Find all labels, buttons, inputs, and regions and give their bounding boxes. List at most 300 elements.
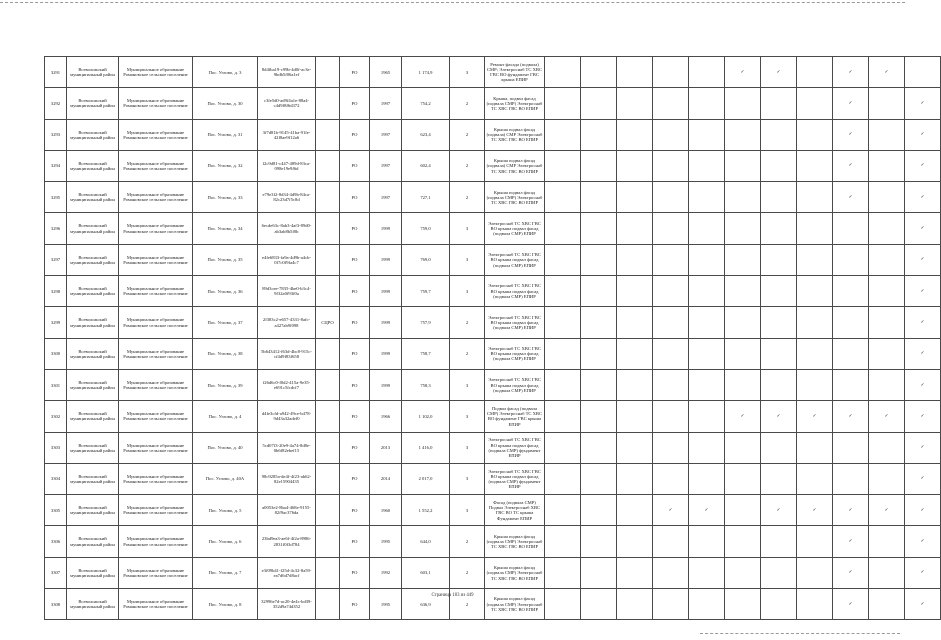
work-check-cell	[617, 88, 653, 119]
settlement-cell: Муниципальное образование Романовское сельское поселение	[119, 526, 193, 557]
works-cell: Электроснаб ТС ХВС ГВС ВО крыша подвал фасад (подвала СМР) ЕПИР	[485, 307, 545, 338]
district-cell: Всеволожский муниципальный район	[67, 495, 119, 526]
work-check-cell	[653, 526, 689, 557]
work-check-cell	[905, 244, 941, 275]
work-check-cell	[833, 88, 869, 119]
work-check-cell	[797, 338, 833, 369]
found-cell: РО	[340, 495, 370, 526]
work-check-cell	[653, 213, 689, 244]
work-check-cell	[725, 401, 761, 432]
check-mark-icon: ✓	[848, 100, 853, 106]
work-check-cell	[905, 150, 941, 181]
register-rows	[45, 57, 941, 620]
row-number: 3295	[45, 182, 67, 213]
work-check-cell	[653, 119, 689, 150]
area-cell: 1 174,9	[402, 57, 450, 88]
address-cell: Пос. Углово, д. 36	[193, 276, 258, 307]
settlement-cell: Муниципальное образование Романовское сельское поселение	[119, 276, 193, 307]
district-cell: Всеволожский муниципальный район	[67, 338, 119, 369]
work-check-cell	[545, 307, 581, 338]
work-check-cell	[545, 401, 581, 432]
area-cell: 727,1	[402, 182, 450, 213]
work-check-cell	[905, 119, 941, 150]
address-cell: Пос. Углово, д. 34	[193, 213, 258, 244]
work-check-cell	[581, 276, 617, 307]
work-check-cell	[833, 526, 869, 557]
year-cell: 1966	[370, 401, 402, 432]
area-cell: 758,7	[402, 338, 450, 369]
form-cell	[316, 57, 340, 88]
district-cell: Всеволожский муниципальный район	[67, 463, 119, 494]
work-check-cell	[905, 557, 941, 588]
work-check-cell	[797, 463, 833, 494]
table-row	[45, 182, 941, 213]
floors-cell: 3	[450, 369, 485, 400]
works-cell: Электроснаб ТС ХВС ГВС ВО крыша подвал фасад (подвала СМР) ЕПИР	[485, 369, 545, 400]
work-check-cell	[545, 557, 581, 588]
works-cell: Крыша подвал фасад (подвала СМР) Электроснаб ТС ХВС ГВС ВО ЕПИР	[485, 182, 545, 213]
settlement-cell: Муниципальное образование Романовское сельское поселение	[119, 369, 193, 400]
check-mark-icon: ✓	[920, 288, 925, 294]
house-code-cell: 32996e7d-ac20-4e4c-bd39-352d9a74d352	[258, 589, 316, 620]
check-mark-icon: ✓	[848, 539, 853, 544]
work-check-cell	[689, 244, 725, 275]
check-mark-icon: ✓	[668, 507, 673, 513]
row-number: 3304	[45, 463, 67, 494]
work-check-cell	[617, 150, 653, 181]
house-code-cell: f2c9d81-c447-489d-83ca-098e19e9f6d	[258, 150, 316, 181]
year-cell: 1995	[370, 589, 402, 620]
work-check-cell	[617, 119, 653, 150]
work-check-cell	[581, 57, 617, 88]
form-cell	[316, 276, 340, 307]
work-check-cell	[833, 307, 869, 338]
work-check-cell	[545, 150, 581, 181]
work-check-cell	[617, 463, 653, 494]
check-mark-icon: ✓	[884, 413, 889, 419]
works-cell: Крыша подвал фасад (подвала СМР) Электроснаб ТС ХВС ГВС ВО ЕПИР	[485, 557, 545, 588]
form-cell: СЦРО	[316, 307, 340, 338]
work-check-cell	[905, 369, 941, 400]
address-cell: Пос. Углово, д. 32	[193, 150, 258, 181]
check-mark-icon: ✓	[920, 194, 925, 200]
found-cell: РО	[340, 463, 370, 494]
row-number: 3303	[45, 432, 67, 463]
work-check-cell	[869, 213, 905, 244]
work-check-cell	[689, 276, 725, 307]
work-check-cell	[833, 401, 869, 432]
house-code-cell: 23bd9ea3-ae6f-4f2a-8986-2831f0f3d784	[258, 526, 316, 557]
check-mark-icon: ✓	[920, 413, 925, 419]
work-check-cell	[905, 276, 941, 307]
row-number: 3292	[45, 88, 67, 119]
house-code-cell: e79e3f2-8d34-4d9b-84ca-82c23d7f5c8d	[258, 182, 316, 213]
district-cell: Всеволожский муниципальный район	[67, 150, 119, 181]
check-mark-icon: ✓	[920, 570, 925, 576]
table-row	[45, 338, 941, 369]
form-cell	[316, 88, 340, 119]
work-check-cell	[581, 526, 617, 557]
work-check-cell	[617, 276, 653, 307]
table-row	[45, 307, 941, 338]
works-cell: Электроснаб ТС ХВС ГВС ВО крыша подвал фасад (подвала СМР) ЕПИР	[485, 244, 545, 275]
form-cell	[316, 463, 340, 494]
row-number: 3306	[45, 526, 67, 557]
area-cell: 602,4	[402, 150, 450, 181]
check-mark-icon: ✓	[920, 163, 925, 169]
work-check-cell	[689, 57, 725, 88]
check-mark-icon: ✓	[776, 413, 781, 419]
check-mark-icon: ✓	[848, 507, 853, 513]
work-check-cell	[689, 463, 725, 494]
work-check-cell	[761, 401, 797, 432]
work-check-cell	[761, 88, 797, 119]
row-number: 3301	[45, 369, 67, 400]
found-cell: РО	[340, 119, 370, 150]
area-cell: 1 102,0	[402, 401, 450, 432]
found-cell: РО	[340, 244, 370, 275]
check-mark-icon: ✓	[920, 100, 925, 106]
found-cell: РО	[340, 182, 370, 213]
work-check-cell	[581, 401, 617, 432]
year-cell: 1995	[370, 526, 402, 557]
row-number: 3298	[45, 276, 67, 307]
year-cell: 1992	[370, 557, 402, 588]
floors-cell: 2	[450, 150, 485, 181]
work-check-cell	[689, 369, 725, 400]
work-check-cell	[545, 119, 581, 150]
work-check-cell	[545, 57, 581, 88]
district-cell: Всеволожский муниципальный район	[67, 401, 119, 432]
work-check-cell	[581, 495, 617, 526]
work-check-cell	[869, 88, 905, 119]
form-cell	[316, 119, 340, 150]
district-cell: Всеволожский муниципальный район	[67, 276, 119, 307]
work-check-cell	[761, 432, 797, 463]
year-cell: 1997	[370, 182, 402, 213]
check-mark-icon: ✓	[920, 226, 925, 232]
work-check-cell	[689, 557, 725, 588]
settlement-cell: Муниципальное образование Романовское сельское поселение	[119, 57, 193, 88]
floors-cell: 2	[450, 557, 485, 588]
work-check-cell	[905, 463, 941, 494]
work-check-cell	[689, 88, 725, 119]
found-cell: РО	[340, 401, 370, 432]
work-check-cell	[689, 119, 725, 150]
table-row	[45, 432, 941, 463]
work-check-cell	[617, 307, 653, 338]
found-cell: РО	[340, 557, 370, 588]
table-row	[45, 401, 941, 432]
floors-cell: 2	[450, 119, 485, 150]
district-cell: Всеволожский муниципальный район	[67, 369, 119, 400]
row-number: 3308	[45, 589, 67, 620]
check-mark-icon: ✓	[776, 69, 781, 75]
works-cell: Фасад (подвала СМР) Подвал Электроснаб ХВС ГВС ВО ТС крыша Фундамент ЕПИР	[485, 495, 545, 526]
work-check-cell	[653, 182, 689, 213]
area-cell: 769,0	[402, 244, 450, 275]
work-check-cell	[833, 57, 869, 88]
check-mark-icon: ✓	[848, 570, 853, 576]
address-cell: Пос. Углово, д. 33	[193, 182, 258, 213]
work-check-cell	[653, 495, 689, 526]
settlement-cell: Муниципальное образование Романовское сельское поселение	[119, 182, 193, 213]
work-check-cell	[797, 213, 833, 244]
table-row	[45, 213, 941, 244]
works-cell: Ремонт фасада (подвала) СМР; Электроснаб ТС ХВС ГВС ВО фундамент ГВС крыша ЕПИР	[485, 57, 545, 88]
area-cell: 757,9	[402, 307, 450, 338]
work-check-cell	[653, 338, 689, 369]
work-check-cell	[761, 307, 797, 338]
row-number: 3297	[45, 244, 67, 275]
work-check-cell	[869, 182, 905, 213]
work-check-cell	[725, 57, 761, 88]
floors-cell: 3	[450, 244, 485, 275]
year-cell: 1999	[370, 307, 402, 338]
house-code-cell: d4fe3cfd-a942-49ce-b478-9d43a32adef0	[258, 401, 316, 432]
work-check-cell	[617, 369, 653, 400]
work-check-cell	[689, 150, 725, 181]
table-row	[45, 276, 941, 307]
form-cell	[316, 244, 340, 275]
district-cell: Всеволожский муниципальный район	[67, 526, 119, 557]
address-cell: Пос. Углово, д. 39	[193, 369, 258, 400]
row-number: 3300	[45, 338, 67, 369]
found-cell: РО	[340, 57, 370, 88]
work-check-cell	[905, 526, 941, 557]
work-check-cell	[617, 57, 653, 88]
work-check-cell	[869, 276, 905, 307]
address-cell: Пос. Углово, д. 31	[193, 119, 258, 150]
check-mark-icon: ✓	[920, 319, 925, 325]
house-code-cell: 5b643412-f63d-4bc8-915c-cf4d9f83f658	[258, 338, 316, 369]
work-check-cell	[617, 401, 653, 432]
work-check-cell	[617, 244, 653, 275]
work-check-cell	[905, 213, 941, 244]
work-check-cell	[797, 182, 833, 213]
check-mark-icon: ✓	[884, 507, 889, 513]
address-cell: Пос. Углово, д. 37	[193, 307, 258, 338]
district-cell: Всеволожский муниципальный район	[67, 432, 119, 463]
work-check-cell	[653, 401, 689, 432]
year-cell: 1965	[370, 57, 402, 88]
floors-cell: 3	[450, 57, 485, 88]
found-cell: РО	[340, 150, 370, 181]
work-check-cell	[869, 244, 905, 275]
work-check-cell	[545, 463, 581, 494]
row-number: 3302	[45, 401, 67, 432]
works-cell: Электроснаб ТС ХВС ГВС ВО крыша подвал фасад (подвала СМР) фундамент ЕПИР	[485, 463, 545, 494]
work-check-cell	[797, 276, 833, 307]
form-cell	[316, 150, 340, 181]
settlement-cell: Муниципальное образование Романовское сельское поселение	[119, 432, 193, 463]
work-check-cell	[617, 182, 653, 213]
work-check-cell	[869, 526, 905, 557]
work-check-cell	[725, 338, 761, 369]
work-check-cell	[833, 150, 869, 181]
form-cell	[316, 557, 340, 588]
check-mark-icon: ✓	[848, 69, 853, 75]
work-check-cell	[905, 57, 941, 88]
address-cell: Пос. Углово, д. 40	[193, 432, 258, 463]
work-check-cell	[833, 495, 869, 526]
work-check-cell	[725, 432, 761, 463]
work-check-cell	[761, 526, 797, 557]
floors-cell: 3	[450, 276, 485, 307]
check-mark-icon: ✓	[884, 69, 889, 75]
table-row	[45, 88, 941, 119]
work-check-cell	[581, 244, 617, 275]
table-row	[45, 244, 941, 275]
work-check-cell	[905, 307, 941, 338]
settlement-cell: Муниципальное образование Романовское сельское поселение	[119, 119, 193, 150]
year-cell: 2014	[370, 463, 402, 494]
check-mark-icon: ✓	[920, 132, 925, 138]
check-mark-icon: ✓	[704, 507, 709, 513]
works-cell: Крыша подвал фасад (подвала) СМР Электроснаб ТС ХВС ГВС ВО ЕПИР	[485, 119, 545, 150]
district-cell: Всеволожский муниципальный район	[67, 557, 119, 588]
works-cell: Электроснаб ТС ХВС ГВС ВО крыша подвал фасад (подвала СМР) ЕПИР	[485, 276, 545, 307]
floors-cell: 2	[450, 307, 485, 338]
work-check-cell	[653, 88, 689, 119]
row-number: 3307	[45, 557, 67, 588]
row-number: 3291	[45, 57, 67, 88]
work-check-cell	[725, 150, 761, 181]
work-check-cell	[617, 526, 653, 557]
work-check-cell	[797, 369, 833, 400]
work-check-cell	[761, 182, 797, 213]
work-check-cell	[725, 463, 761, 494]
work-check-cell	[653, 557, 689, 588]
settlement-cell: Муниципальное образование Романовское сельское поселение	[119, 495, 193, 526]
floors-cell: 2	[450, 88, 485, 119]
check-mark-icon: ✓	[920, 257, 925, 263]
table-row	[45, 369, 941, 400]
district-cell: Всеволожский муниципальный район	[67, 589, 119, 620]
work-check-cell	[797, 150, 833, 181]
work-check-cell	[761, 57, 797, 88]
district-cell: Всеволожский муниципальный район	[67, 182, 119, 213]
year-cell: 1999	[370, 213, 402, 244]
work-check-cell	[545, 432, 581, 463]
form-cell	[316, 338, 340, 369]
work-check-cell	[833, 119, 869, 150]
check-mark-icon: ✓	[920, 601, 925, 607]
work-check-cell	[545, 369, 581, 400]
area-cell: 754,2	[402, 88, 450, 119]
work-check-cell	[689, 526, 725, 557]
work-check-cell	[653, 244, 689, 275]
work-check-cell	[689, 401, 725, 432]
work-check-cell	[545, 213, 581, 244]
district-cell: Всеволожский муниципальный район	[67, 244, 119, 275]
area-cell: 644,0	[402, 526, 450, 557]
page-top-edge	[0, 2, 905, 3]
work-check-cell	[581, 307, 617, 338]
found-cell: РО	[340, 369, 370, 400]
work-check-cell	[617, 495, 653, 526]
floors-cell: 3	[450, 432, 485, 463]
work-check-cell	[761, 213, 797, 244]
work-check-cell	[653, 369, 689, 400]
settlement-cell: Муниципальное образование Романовское сельское поселение	[119, 589, 193, 620]
year-cell: 1999	[370, 338, 402, 369]
work-check-cell	[617, 557, 653, 588]
house-code-cell: 2f383c2-e657-4331-8afc-a427ab9f098	[258, 307, 316, 338]
floors-cell: 3	[450, 401, 485, 432]
work-check-cell	[797, 307, 833, 338]
year-cell: 1999	[370, 276, 402, 307]
district-cell: Всеволожский муниципальный район	[67, 213, 119, 244]
work-check-cell	[545, 88, 581, 119]
work-check-cell	[689, 182, 725, 213]
floors-cell: 2	[450, 338, 485, 369]
house-code-cell: 8d4fba19-c99b-4d0f-ac3e-9bdb5f06a1ef	[258, 57, 316, 88]
work-check-cell	[761, 557, 797, 588]
floors-cell: 2	[450, 182, 485, 213]
year-cell: 1997	[370, 88, 402, 119]
settlement-cell: Муниципальное образование Романовское сельское поселение	[119, 463, 193, 494]
area-cell: 2 017,0	[402, 463, 450, 494]
work-check-cell	[581, 119, 617, 150]
work-check-cell	[833, 182, 869, 213]
work-check-cell	[581, 213, 617, 244]
address-cell: Пос. Углово, д. 5	[193, 495, 258, 526]
form-cell	[316, 526, 340, 557]
form-cell	[316, 213, 340, 244]
work-check-cell	[653, 57, 689, 88]
found-cell: РО	[340, 589, 370, 620]
work-check-cell	[761, 244, 797, 275]
year-cell: 1960	[370, 495, 402, 526]
row-number: 3293	[45, 119, 67, 150]
found-cell: РО	[340, 276, 370, 307]
house-code-cell: e3f09b41-f25d-4c32-8a59-ea7d6d7d8acf	[258, 557, 316, 588]
work-check-cell	[545, 276, 581, 307]
check-mark-icon: ✓	[812, 413, 817, 419]
work-check-cell	[869, 495, 905, 526]
table-row	[45, 557, 941, 588]
address-cell: Пос. Углово, д. 3	[193, 57, 258, 88]
work-check-cell	[905, 88, 941, 119]
work-check-cell	[797, 526, 833, 557]
work-check-cell	[617, 338, 653, 369]
work-check-cell	[725, 369, 761, 400]
work-check-cell	[545, 244, 581, 275]
settlement-cell: Муниципальное образование Романовское сельское поселение	[119, 307, 193, 338]
settlement-cell: Муниципальное образование Романовское сельское поселение	[119, 88, 193, 119]
work-check-cell	[761, 369, 797, 400]
floors-cell: 3	[450, 495, 485, 526]
district-cell: Всеволожский муниципальный район	[67, 57, 119, 88]
district-cell: Всеволожский муниципальный район	[67, 119, 119, 150]
floors-cell: 2	[450, 589, 485, 620]
area-cell: 603,1	[402, 557, 450, 588]
work-check-cell	[905, 432, 941, 463]
check-mark-icon: ✓	[848, 413, 853, 419]
check-mark-icon: ✓	[740, 69, 745, 75]
table-row	[45, 526, 941, 557]
work-check-cell	[725, 182, 761, 213]
work-check-cell	[653, 276, 689, 307]
form-cell	[316, 182, 340, 213]
work-check-cell	[689, 432, 725, 463]
check-mark-icon: ✓	[848, 601, 853, 607]
address-cell: Пос. Углово, д. 4	[193, 401, 258, 432]
settlement-cell: Муниципальное образование Романовское сельское поселение	[119, 213, 193, 244]
check-mark-icon: ✓	[848, 163, 853, 169]
work-check-cell	[761, 119, 797, 150]
